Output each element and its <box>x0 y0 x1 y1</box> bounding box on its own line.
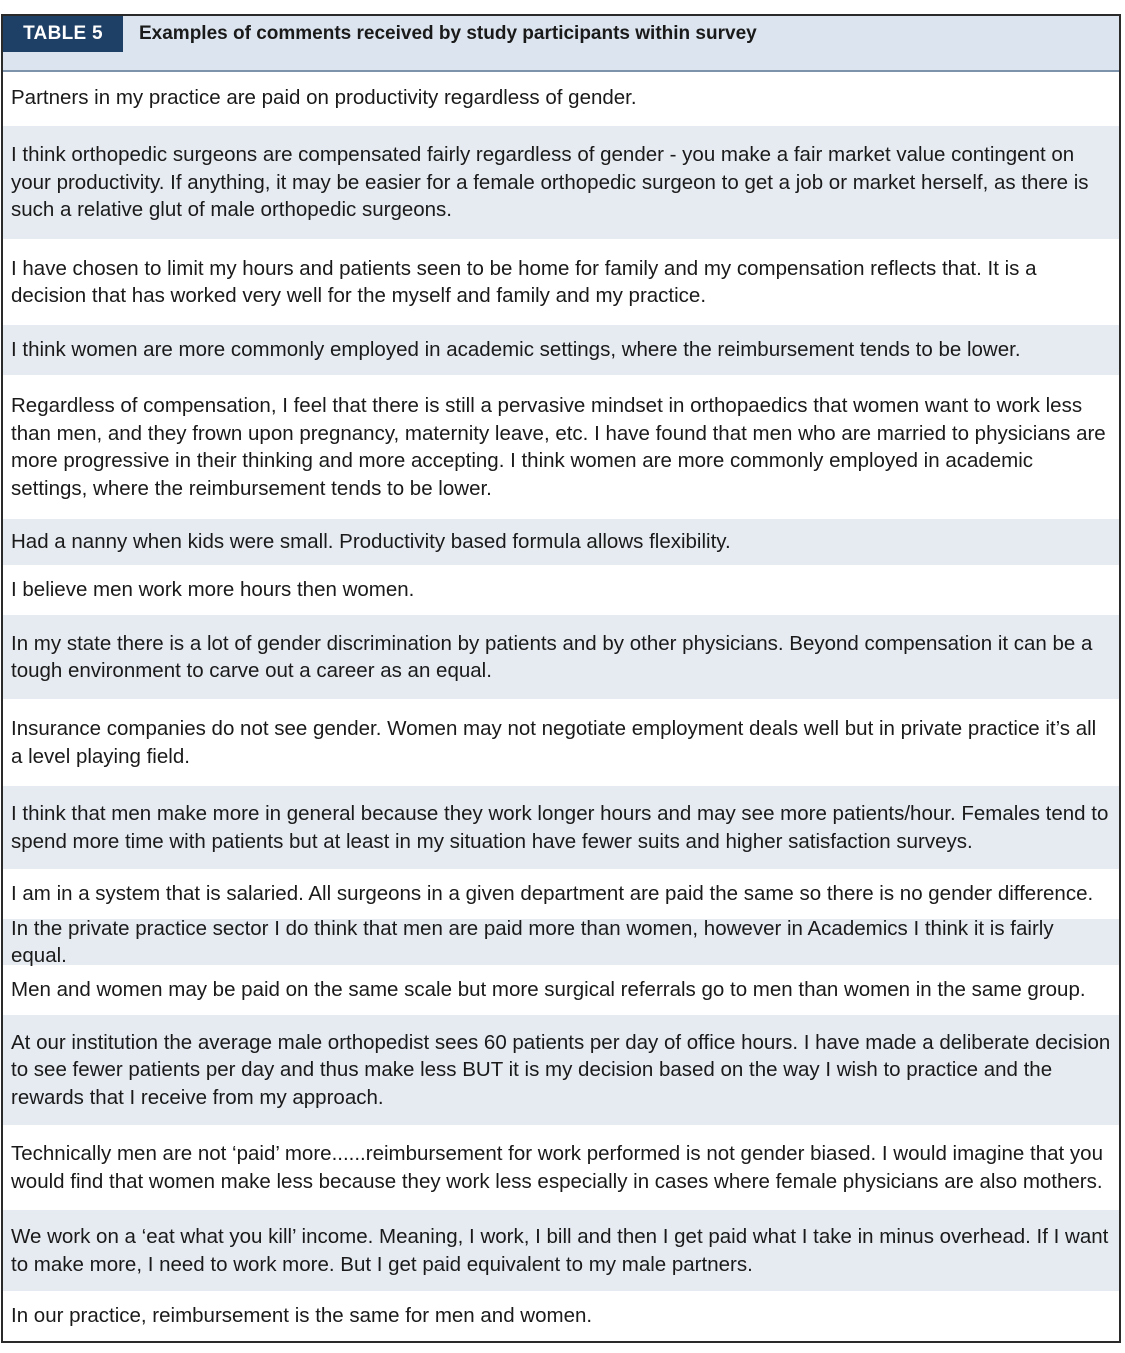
comment-text: I think orthopedic surgeons are compensated fairly regardless of gender - you make a fair market value contingent on your productivity. If anything, it may be easier for a female orthopedic surgeon to get a job or market herself, as there is such a relative glut of male orthopedic surgeons. <box>11 143 1089 222</box>
comment-text: Regardless of compensation, I feel that there is still a pervasive mindset in orthopaedics that women want to work less than men, and they frown upon pregnancy, maternity leave, etc. I have found that men who are married to physicians are more progressive in their thinking and more accepting. I think women are more commonly employed in academic settings, where the reimbursement tends to be lower. <box>11 394 1106 500</box>
table-row <box>3 567 1119 615</box>
table-row <box>3 325 1119 377</box>
table-row <box>3 871 1119 919</box>
comment-text: I am in a system that is salaried. All surgeons in a given department are paid the same so there is no gender difference. <box>11 882 1094 906</box>
table-title: Examples of comments received by study participants within survey <box>139 23 757 44</box>
comment-text: In our practice, reimbursement is the same for men and women. <box>11 1304 593 1328</box>
comment-text: In the private practice sector I do think that men are paid more than women, however in Academics I think it is fairly equal. <box>11 916 1054 967</box>
table-body <box>3 72 1119 1341</box>
comment-text: Had a nanny when kids were small. Productivity based formula allows flexibility. <box>11 530 731 554</box>
comment-text: Technically men are not ‘paid’ more......reimbursement for work performed is not gender biased. I would imagine that you would find that women make less because they work less especially in cases where female physicians are also mothers. <box>11 1142 1103 1193</box>
table-row <box>3 701 1119 786</box>
table-row <box>3 1127 1119 1210</box>
table-row <box>3 786 1119 871</box>
comment-text: We work on a ‘eat what you kill’ income. Meaning, I work, I bill and then I get paid what I take in minus overhead. If I want to make more, I need to work more. But I get paid equivalent to my male partners. <box>11 1225 1109 1276</box>
comment-text: In my state there is a lot of gender discrimination by patients and by other physicians. Beyond compensation it can be a tough environment to carve out a career as an equal. <box>11 631 1093 682</box>
comment-text: At our institution the average male orthopedist sees 60 patients per day of office hours. I have made a deliberate decision to see fewer patients per day and thus make less BUT it is my decision based on the way I wish to practice and the rewards that I receive from my approach. <box>11 1030 1111 1109</box>
table-row <box>3 615 1119 701</box>
table-number-label: TABLE 5 <box>3 16 123 52</box>
table-row <box>3 377 1119 519</box>
comment-text: I think women are more commonly employed in academic settings, where the reimbursement tends to be lower. <box>11 338 1021 362</box>
table-row <box>3 519 1119 567</box>
comment-text: Partners in my practice are paid on productivity regardless of gender. <box>11 86 637 110</box>
comment-text: Insurance companies do not see gender. Women may not negotiate employment deals well but in private practice it’s all a level playing field. <box>11 717 1097 768</box>
comment-text: I believe men work more hours then women. <box>11 578 415 602</box>
comment-text: I have chosen to limit my hours and patients seen to be home for family and my compensation reflects that. It is a decision that has worked very well for the myself and family and my practice. <box>11 256 1037 307</box>
comment-text: I think that men make more in general because they work longer hours and may see more patients/hour. Females tend to spend more time with patients but at least in my situation have fewer suits and higher satisfaction surveys. <box>11 802 1109 853</box>
table-header <box>3 16 1119 72</box>
table-row <box>3 126 1119 241</box>
table-row <box>3 1293 1119 1341</box>
table-row <box>3 1210 1119 1293</box>
comment-text: Men and women may be paid on the same scale but more surgical referrals go to men than women in the same group. <box>11 978 1086 1002</box>
comments-table <box>1 14 1121 1343</box>
table-row <box>3 967 1119 1015</box>
table-row <box>3 241 1119 325</box>
table-row <box>3 916 1119 967</box>
table-row <box>3 1015 1119 1127</box>
table-row <box>3 72 1119 126</box>
